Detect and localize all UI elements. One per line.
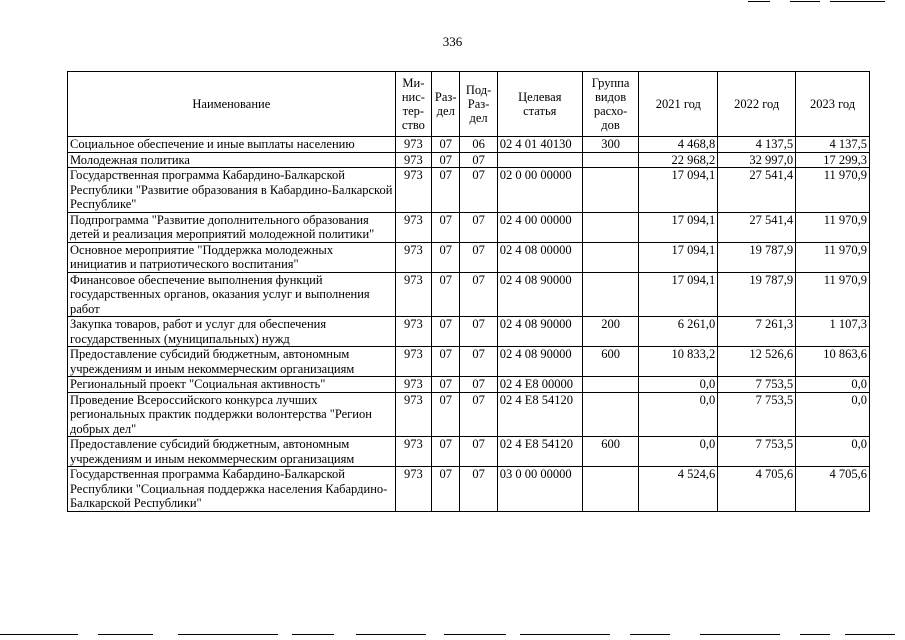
header-expense-group — [582, 72, 639, 137]
row-value-2021: 6 261,0 — [639, 317, 718, 347]
header-name: Наименование — [68, 72, 396, 137]
page-number: 336 — [442, 34, 463, 49]
row-section: 07 — [432, 377, 460, 393]
row-name: Проведение Всероссийского конкурса лучших региональных практик поддержки волонтерства "Регион добрых дел" — [68, 392, 396, 437]
row-value-2022: 32 997,0 — [718, 152, 796, 168]
bottom-rule-2 — [98, 634, 153, 635]
row-value-2022: 7 753,5 — [718, 437, 796, 467]
row-value-2022: 7 261,3 — [718, 317, 796, 347]
row-ministry: 973 — [395, 212, 431, 242]
row-ministry: 973 — [395, 467, 431, 512]
header-line: Группа — [591, 76, 630, 90]
row-value-2023: 4 137,5 — [796, 137, 870, 153]
row-target-article: 02 0 00 00000 — [497, 168, 582, 213]
row-expense-group: 200 — [582, 317, 639, 347]
row-value-2022: 27 541,4 — [718, 168, 796, 213]
row-ministry: 973 — [395, 242, 431, 272]
row-value-2023: 11 970,9 — [796, 212, 870, 242]
header-line: Раз- — [434, 90, 457, 104]
row-value-2023: 17 299,3 — [796, 152, 870, 168]
row-value-2023: 4 705,6 — [796, 467, 870, 512]
row-value-2022: 7 753,5 — [718, 392, 796, 437]
row-value-2021: 17 094,1 — [639, 168, 718, 213]
row-subsection: 07 — [460, 168, 497, 213]
row-subsection: 07 — [460, 242, 497, 272]
table-header — [68, 72, 870, 137]
row-subsection: 07 — [460, 377, 497, 393]
table-row — [68, 467, 870, 512]
row-section: 07 — [432, 317, 460, 347]
row-expense-group — [582, 212, 639, 242]
table-row — [68, 242, 870, 272]
row-value-2023: 1 107,3 — [796, 317, 870, 347]
header-2022: 2022 год — [718, 72, 796, 137]
row-value-2021: 0,0 — [639, 392, 718, 437]
row-ministry: 973 — [395, 317, 431, 347]
row-section: 07 — [432, 168, 460, 213]
row-name: Предоставление субсидий бюджетным, автономным учреждениям и иным некоммерческим организациям — [68, 347, 396, 377]
row-value-2021: 17 094,1 — [639, 272, 718, 317]
bottom-rule-6 — [444, 634, 506, 635]
row-name: Предоставление субсидий бюджетным, автономным учреждениям и иным некоммерческим организациям — [68, 437, 396, 467]
row-target-article: 02 4 E8 54120 — [497, 392, 582, 437]
row-ministry: 973 — [395, 168, 431, 213]
row-section: 07 — [432, 272, 460, 317]
row-ministry: 973 — [395, 137, 431, 153]
row-subsection: 06 — [460, 137, 497, 153]
row-subsection: 07 — [460, 317, 497, 347]
top-rule-right — [830, 1, 885, 2]
row-ministry: 973 — [395, 377, 431, 393]
header-line: Ми- — [402, 76, 425, 90]
bottom-rule-7 — [520, 634, 610, 635]
header-line: Под- — [465, 83, 492, 97]
row-name: Основное мероприятие "Поддержка молодежных инициатив и патриотического воспитания" — [68, 242, 396, 272]
table-row — [68, 168, 870, 213]
row-subsection: 07 — [460, 212, 497, 242]
row-expense-group: 300 — [582, 137, 639, 153]
row-target-article: 02 4 08 00000 — [497, 242, 582, 272]
row-ministry: 973 — [395, 392, 431, 437]
row-value-2023: 0,0 — [796, 392, 870, 437]
header-target — [497, 72, 582, 137]
row-section: 07 — [432, 467, 460, 512]
row-name: Социальное обеспечение и иные выплаты населению — [68, 137, 396, 153]
table-row — [68, 347, 870, 377]
top-rule-mid — [790, 1, 820, 2]
row-value-2021: 17 094,1 — [639, 212, 718, 242]
row-expense-group — [582, 152, 639, 168]
row-section: 07 — [432, 392, 460, 437]
row-value-2021: 10 833,2 — [639, 347, 718, 377]
header-2021: 2021 год — [639, 72, 718, 137]
row-value-2023: 11 970,9 — [796, 242, 870, 272]
table-row — [68, 377, 870, 393]
row-value-2022: 7 753,5 — [718, 377, 796, 393]
header-line: тер- — [402, 104, 425, 118]
row-ministry: 973 — [395, 347, 431, 377]
row-value-2023: 0,0 — [796, 377, 870, 393]
row-subsection: 07 — [460, 467, 497, 512]
row-target-article: 02 4 08 90000 — [497, 347, 582, 377]
row-value-2021: 4 524,6 — [639, 467, 718, 512]
row-name: Государственная программа Кабардино-Балкарской Республики "Социальная поддержка населения Кабардино-Балкарской Республики" — [68, 467, 396, 512]
header-line: дел — [469, 111, 488, 125]
row-name: Региональный проект "Социальная активность" — [68, 377, 396, 393]
row-value-2022: 12 526,6 — [718, 347, 796, 377]
header-line: Целевая — [518, 90, 562, 104]
bottom-rule-3 — [178, 634, 278, 635]
row-target-article — [497, 152, 582, 168]
row-name: Финансовое обеспечение выполнения функций государственных органов, оказания услуг и выполнения работ — [68, 272, 396, 317]
header-line: видов — [595, 90, 627, 104]
bottom-rule-9 — [700, 634, 780, 635]
header-line: Раз- — [467, 97, 490, 111]
header-line: расхо- — [593, 104, 628, 118]
row-ministry: 973 — [395, 152, 431, 168]
row-target-article: 02 4 E8 00000 — [497, 377, 582, 393]
row-value-2022: 4 705,6 — [718, 467, 796, 512]
header-section — [432, 72, 460, 137]
row-value-2021: 17 094,1 — [639, 242, 718, 272]
row-ministry: 973 — [395, 272, 431, 317]
row-ministry: 973 — [395, 437, 431, 467]
row-section: 07 — [432, 242, 460, 272]
table-row — [68, 137, 870, 153]
header-line: дел — [436, 104, 455, 118]
header-line: нис- — [401, 90, 425, 104]
row-subsection: 07 — [460, 347, 497, 377]
row-expense-group — [582, 272, 639, 317]
bottom-rule-8 — [630, 634, 670, 635]
row-section: 07 — [432, 152, 460, 168]
row-section: 07 — [432, 437, 460, 467]
table-row — [68, 272, 870, 317]
row-expense-group: 600 — [582, 437, 639, 467]
table-row — [68, 317, 870, 347]
row-value-2021: 22 968,2 — [639, 152, 718, 168]
header-2023: 2023 год — [796, 72, 870, 137]
row-subsection: 07 — [460, 272, 497, 317]
header-subsection — [460, 72, 497, 137]
row-value-2021: 4 468,8 — [639, 137, 718, 153]
row-section: 07 — [432, 212, 460, 242]
row-expense-group — [582, 377, 639, 393]
header-line: дов — [601, 118, 620, 132]
header-ministry — [395, 72, 431, 137]
row-subsection: 07 — [460, 437, 497, 467]
row-expense-group — [582, 392, 639, 437]
row-value-2023: 10 863,6 — [796, 347, 870, 377]
row-value-2022: 19 787,9 — [718, 272, 796, 317]
table-row — [68, 392, 870, 437]
row-expense-group: 600 — [582, 347, 639, 377]
row-expense-group — [582, 467, 639, 512]
row-value-2022: 27 541,4 — [718, 212, 796, 242]
table-row — [68, 437, 870, 467]
row-name: Закупка товаров, работ и услуг для обеспечения государственных (муниципальных) нужд — [68, 317, 396, 347]
bottom-rule-1 — [0, 634, 78, 635]
table-body — [68, 137, 870, 512]
row-name: Государственная программа Кабардино-Балкарской Республики "Развитие образования в Кабардино-Балкарской Республике" — [68, 168, 396, 213]
row-subsection: 07 — [460, 152, 497, 168]
row-section: 07 — [432, 347, 460, 377]
header-line: ство — [401, 118, 425, 132]
row-value-2023: 0,0 — [796, 437, 870, 467]
row-value-2022: 19 787,9 — [718, 242, 796, 272]
bottom-rule-11 — [845, 634, 895, 635]
table-row — [68, 212, 870, 242]
row-target-article: 02 4 08 90000 — [497, 317, 582, 347]
row-target-article: 02 4 08 90000 — [497, 272, 582, 317]
row-subsection: 07 — [460, 392, 497, 437]
row-value-2021: 0,0 — [639, 377, 718, 393]
table-row — [68, 152, 870, 168]
row-expense-group — [582, 242, 639, 272]
row-value-2021: 0,0 — [639, 437, 718, 467]
row-value-2023: 11 970,9 — [796, 168, 870, 213]
bottom-rule-4 — [292, 634, 334, 635]
top-rule-short — [748, 1, 770, 2]
budget-table — [67, 71, 870, 512]
row-target-article: 02 4 E8 54120 — [497, 437, 582, 467]
bottom-rule-5 — [356, 634, 426, 635]
row-name: Молодежная политика — [68, 152, 396, 168]
row-section: 07 — [432, 137, 460, 153]
row-expense-group — [582, 168, 639, 213]
row-target-article: 03 0 00 00000 — [497, 467, 582, 512]
row-value-2023: 11 970,9 — [796, 272, 870, 317]
header-line: статья — [523, 104, 557, 118]
row-value-2022: 4 137,5 — [718, 137, 796, 153]
row-target-article: 02 4 00 00000 — [497, 212, 582, 242]
bottom-rule-10 — [800, 634, 830, 635]
row-name: Подпрограмма "Развитие дополнительного образования детей и реализация мероприятий молодежной политики" — [68, 212, 396, 242]
row-target-article: 02 4 01 40130 — [497, 137, 582, 153]
